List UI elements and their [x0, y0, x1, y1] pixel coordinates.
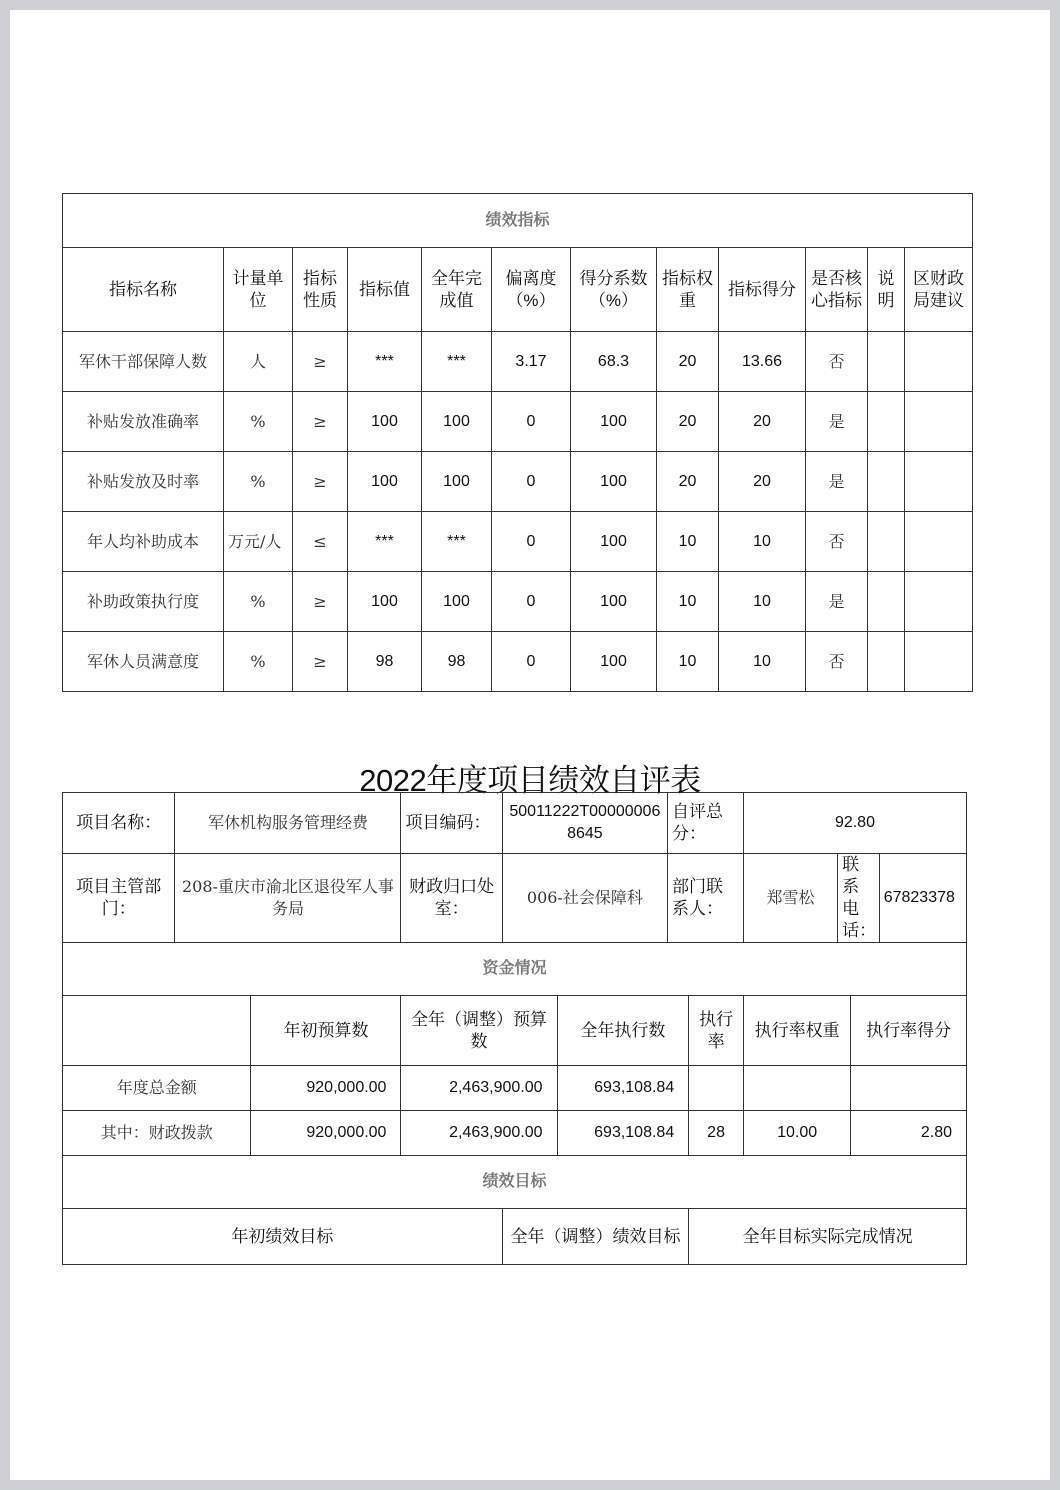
project-code-label: 项目编码：	[401, 793, 502, 854]
funds-col-header-score: 执行率得分	[851, 996, 967, 1066]
goals-header-row	[63, 1209, 967, 1265]
col-header-core: 是否核心指标	[806, 248, 868, 332]
table-row	[63, 632, 973, 692]
section-title-funds: 资金情况	[63, 943, 967, 996]
funds-initial: 920,000.00	[251, 1111, 401, 1156]
indicators-header-row	[63, 248, 973, 332]
contact-person-label: 部门联系人：	[667, 854, 743, 943]
indicator-note	[868, 332, 905, 392]
col-header-deviation: 偏离度（%）	[492, 248, 571, 332]
indicator-deviation: 0	[492, 452, 571, 512]
indicator-note	[868, 392, 905, 452]
col-header-target: 指标值	[348, 248, 422, 332]
col-header-advice: 区财政局建议	[905, 248, 973, 332]
col-header-unit: 计量单位	[224, 248, 293, 332]
col-header-nature: 指标性质	[293, 248, 348, 332]
indicator-unit: %	[224, 452, 293, 512]
contact-phone-value: 67823378	[879, 854, 966, 943]
indicator-weight: 20	[657, 392, 719, 452]
self-score-label: 自评总分：	[667, 793, 743, 854]
project-row-2	[63, 854, 967, 943]
indicator-score: 13.66	[719, 332, 806, 392]
funds-rate: 28	[689, 1111, 744, 1156]
funds-adjusted: 2,463,900.00	[401, 1111, 557, 1156]
funds-col-header-weight: 执行率权重	[743, 996, 850, 1066]
self-evaluation-table	[62, 792, 967, 1265]
indicator-unit: %	[224, 572, 293, 632]
indicator-target: 100	[348, 392, 422, 452]
funds-header-row	[63, 996, 967, 1066]
goals-col-header-adjusted: 全年（调整）绩效目标	[502, 1209, 688, 1265]
indicator-nature: ≥	[293, 332, 348, 392]
indicator-unit: 万元/人	[224, 512, 293, 572]
indicator-score: 20	[719, 452, 806, 512]
indicator-deviation: 0	[492, 632, 571, 692]
indicator-note	[868, 512, 905, 572]
indicator-advice	[905, 392, 973, 452]
table-row	[63, 1111, 967, 1156]
indicator-unit: %	[224, 392, 293, 452]
col-header-weight: 指标权重	[657, 248, 719, 332]
col-header-note: 说明	[868, 248, 905, 332]
table-row	[63, 332, 973, 392]
indicator-advice	[905, 452, 973, 512]
project-dept-label: 项目主管部门：	[63, 854, 175, 943]
section-title-indicators: 绩效指标	[63, 194, 973, 248]
funds-rate	[689, 1066, 744, 1111]
indicator-core: 是	[806, 572, 868, 632]
indicator-weight: 10	[657, 512, 719, 572]
indicator-target: 100	[348, 452, 422, 512]
funds-col-header-rate: 执行率	[689, 996, 744, 1066]
indicator-deviation: 3.17	[492, 332, 571, 392]
project-dept-value: 208-重庆市渝北区退役军人事务局	[175, 854, 401, 943]
indicator-score: 10	[719, 572, 806, 632]
funds-row-label: 其中：财政拨款	[63, 1111, 251, 1156]
indicator-note	[868, 632, 905, 692]
funds-weight	[743, 1066, 850, 1111]
indicator-coefficient: 100	[571, 512, 657, 572]
contact-person-value: 郑雪松	[743, 854, 837, 943]
indicator-name: 补贴发放准确率	[63, 392, 224, 452]
project-row-1	[63, 793, 967, 854]
funds-weight: 10.00	[743, 1111, 850, 1156]
goals-col-header-actual: 全年目标实际完成情况	[689, 1209, 967, 1265]
indicator-core: 否	[806, 632, 868, 692]
indicator-deviation: 0	[492, 392, 571, 452]
table-row	[63, 452, 973, 512]
indicator-target: 100	[348, 572, 422, 632]
funds-score: 2.80	[851, 1111, 967, 1156]
indicator-name: 军休干部保障人数	[63, 332, 224, 392]
funds-score	[851, 1066, 967, 1111]
col-header-actual: 全年完成值	[422, 248, 492, 332]
funds-col-header-blank	[63, 996, 251, 1066]
indicator-coefficient: 68.3	[571, 332, 657, 392]
indicator-actual: 98	[422, 632, 492, 692]
indicator-name: 补助政策执行度	[63, 572, 224, 632]
indicator-weight: 20	[657, 452, 719, 512]
indicator-actual: 100	[422, 572, 492, 632]
indicator-actual: ***	[422, 512, 492, 572]
indicator-advice	[905, 512, 973, 572]
table-row	[63, 1066, 967, 1111]
indicator-nature: ≤	[293, 512, 348, 572]
performance-indicators-table	[62, 193, 973, 692]
funds-col-header-adjusted: 全年（调整）预算数	[401, 996, 557, 1066]
funds-initial: 920,000.00	[251, 1066, 401, 1111]
indicator-core: 是	[806, 452, 868, 512]
form-title: 2022年度项目绩效自评表	[359, 763, 701, 798]
indicator-core: 是	[806, 392, 868, 452]
self-score-value: 92.80	[743, 793, 966, 854]
indicator-score: 20	[719, 392, 806, 452]
goals-col-header-initial: 年初绩效目标	[63, 1209, 503, 1265]
indicator-advice	[905, 572, 973, 632]
indicator-unit: %	[224, 632, 293, 692]
indicator-nature: ≥	[293, 452, 348, 512]
indicator-actual: 100	[422, 452, 492, 512]
funds-col-header-initial: 年初预算数	[251, 996, 401, 1066]
indicator-name: 补贴发放及时率	[63, 452, 224, 512]
indicator-deviation: 0	[492, 572, 571, 632]
project-name-value: 军休机构服务管理经费	[175, 793, 401, 854]
indicator-coefficient: 100	[571, 632, 657, 692]
funds-executed: 693,108.84	[557, 1066, 689, 1111]
funds-executed: 693,108.84	[557, 1111, 689, 1156]
indicator-note	[868, 572, 905, 632]
indicator-target: 98	[348, 632, 422, 692]
document-page	[10, 10, 1050, 1480]
indicator-actual: ***	[422, 332, 492, 392]
indicator-nature: ≥	[293, 632, 348, 692]
project-code-value: 50011222T000000068645	[502, 793, 667, 854]
indicator-weight: 20	[657, 332, 719, 392]
col-header-coefficient: 得分系数（%）	[571, 248, 657, 332]
contact-phone-label: 联系电话：	[838, 854, 880, 943]
indicator-name: 军休人员满意度	[63, 632, 224, 692]
table-row	[63, 572, 973, 632]
indicator-core: 否	[806, 332, 868, 392]
funds-col-header-executed: 全年执行数	[557, 996, 689, 1066]
indicator-weight: 10	[657, 632, 719, 692]
indicator-advice	[905, 332, 973, 392]
table-row	[63, 512, 973, 572]
table-row	[63, 392, 973, 452]
funds-row-label: 年度总金额	[63, 1066, 251, 1111]
indicator-unit: 人	[224, 332, 293, 392]
indicator-target: ***	[348, 512, 422, 572]
indicator-core: 否	[806, 512, 868, 572]
funds-adjusted: 2,463,900.00	[401, 1066, 557, 1111]
col-header-score: 指标得分	[719, 248, 806, 332]
indicator-score: 10	[719, 512, 806, 572]
indicator-advice	[905, 632, 973, 692]
indicator-score: 10	[719, 632, 806, 692]
indicator-nature: ≥	[293, 572, 348, 632]
finance-office-value: 006-社会保障科	[502, 854, 667, 943]
section-title-goals: 绩效目标	[63, 1156, 967, 1209]
finance-office-label: 财政归口处室：	[401, 854, 502, 943]
project-name-label: 项目名称：	[63, 793, 175, 854]
indicator-weight: 10	[657, 572, 719, 632]
indicator-coefficient: 100	[571, 392, 657, 452]
indicator-coefficient: 100	[571, 572, 657, 632]
indicator-actual: 100	[422, 392, 492, 452]
indicator-coefficient: 100	[571, 452, 657, 512]
indicator-deviation: 0	[492, 512, 571, 572]
indicator-note	[868, 452, 905, 512]
indicator-name: 年人均补助成本	[63, 512, 224, 572]
indicator-target: ***	[348, 332, 422, 392]
indicator-nature: ≥	[293, 392, 348, 452]
col-header-name: 指标名称	[63, 248, 224, 332]
